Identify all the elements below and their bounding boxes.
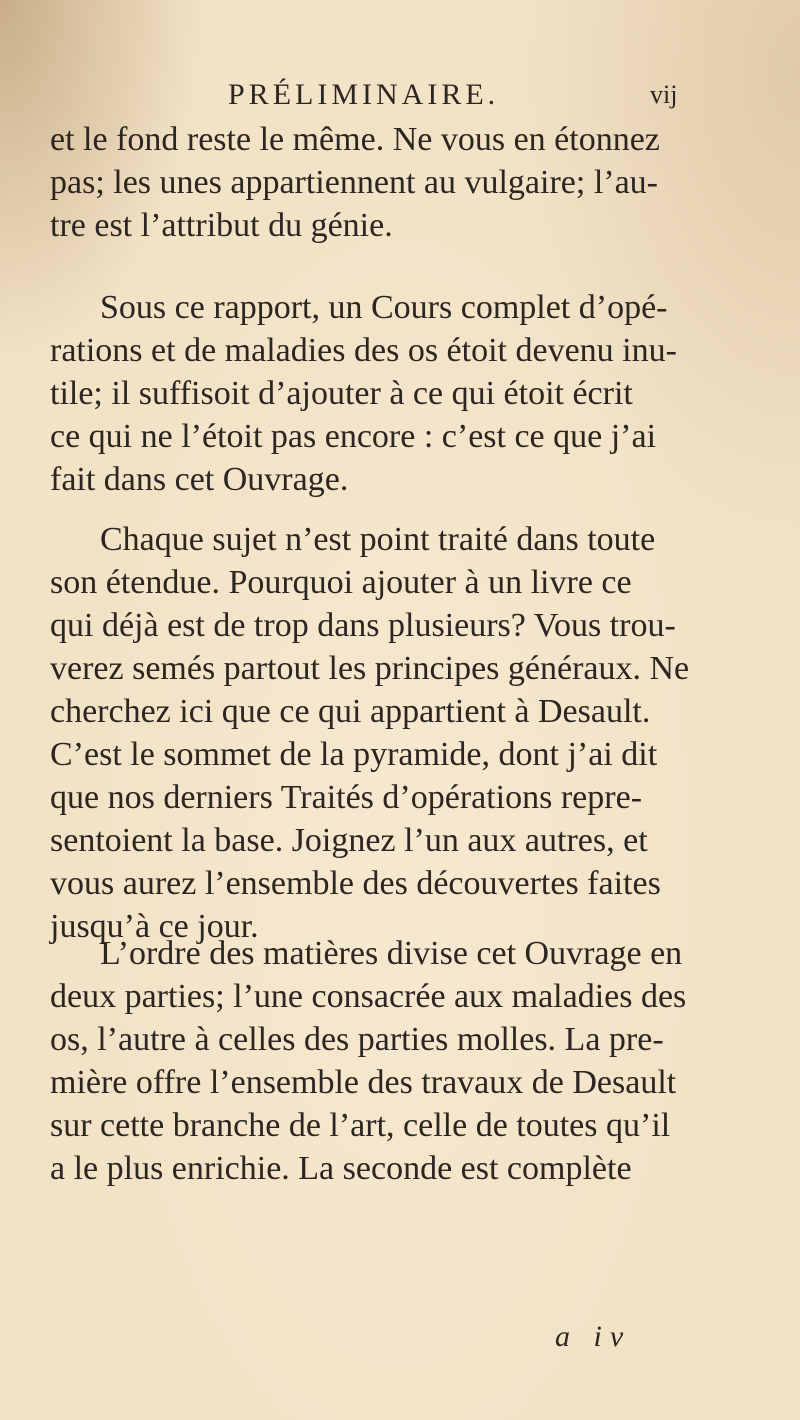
text-line: tile; il suffisoit d’ajouter à ce qui étoit écrit [50, 375, 633, 412]
text-line: jusqu’à ce jour. [50, 908, 259, 945]
text-line: cherchez ici que ce qui appartient à Desault. [50, 693, 651, 730]
paragraph-1 [50, 118, 770, 247]
text-line: pas; les unes appartiennent au vulgaire; l’au- [50, 164, 658, 201]
text-line: os, l’autre à celles des parties molles. La pre- [50, 1021, 664, 1058]
text-line: Sous ce rapport, un Cours complet d’opé- [100, 289, 668, 326]
paragraph-2 [50, 286, 770, 501]
page-number: vij [650, 80, 678, 109]
text-line: C’est le sommet de la pyramide, dont j’ai dit [50, 736, 658, 773]
text-line: deux parties; l’une consacrée aux maladies des [50, 978, 687, 1015]
text-line: Chaque sujet n’est point traité dans toute [100, 521, 656, 558]
running-title: PRÉLIMINAIRE. [228, 78, 500, 111]
text-line: a le plus enrichie. La seconde est complète [50, 1150, 632, 1187]
text-line: vous aurez l’ensemble des découvertes faites [50, 865, 661, 902]
text-line: rations et de maladies des os étoit devenu inu- [50, 332, 677, 369]
text-line: ce qui ne l’étoit pas encore : c’est ce que j’ai [50, 418, 657, 455]
paragraph-4 [50, 932, 770, 1190]
text-line: fait dans cet Ouvrage. [50, 461, 349, 498]
paragraph-3 [50, 518, 770, 948]
text-line: que nos derniers Traités d’opérations repre- [50, 779, 643, 816]
text-line: mière offre l’ensemble des travaux de Desault [50, 1064, 677, 1101]
signature-mark: a iv [555, 1320, 632, 1353]
text-line: verez semés partout les principes généraux. Ne [50, 650, 690, 687]
text-line: et le fond reste le même. Ne vous en étonnez [50, 121, 660, 158]
text-line: tre est l’attribut du génie. [50, 207, 393, 244]
text-line: qui déjà est de trop dans plusieurs? Vous trou- [50, 607, 676, 644]
text-line: son étendue. Pourquoi ajouter à un livre ce [50, 564, 632, 601]
text-line: sur cette branche de l’art, celle de toutes qu’il [50, 1107, 671, 1144]
text-line: L’ordre des matières divise cet Ouvrage en [100, 935, 683, 972]
text-line: sentoient la base. Joignez l’un aux autres, et [50, 822, 648, 859]
